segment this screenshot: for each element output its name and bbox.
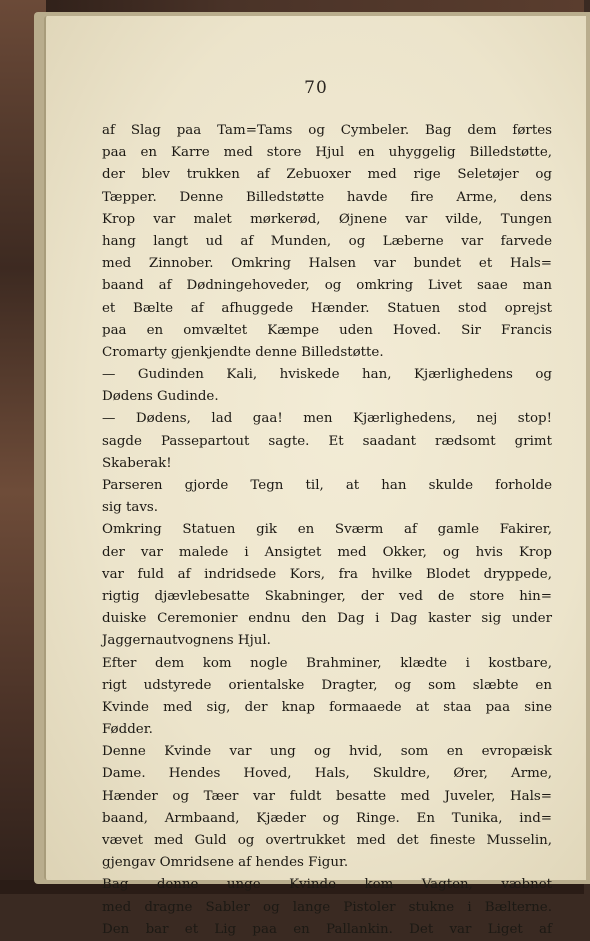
text-line: var fuld af indridsede Kors, fra hvilke Blodet dryppede, — [102, 566, 552, 582]
text-line: der var malede i Ansigtet med Okker, og hvis Krop — [102, 544, 552, 560]
text-line: baand af Dødningehoveder, og omkring Livet saae man — [102, 278, 552, 294]
text-line: baand, Armbaand, Kjæder og Ringe. En Tunika, ind= — [102, 810, 552, 826]
text-line: — Gudinden Kali, hviskede han, Kjærlighedens og — [102, 367, 552, 383]
text-line: Hænder og Tæer var fuldt besatte med Juveler, Hals= — [102, 788, 552, 804]
text-line: hang langt ud af Munden, og Læberne var farvede — [102, 233, 552, 249]
text-line: vævet med Guld og overtrukket med det fineste Musselin, — [102, 833, 552, 848]
text-line: Fødder. — [102, 722, 153, 738]
text-line: Dame. Hendes Hoved, Hals, Skuldre, Ører, Arme, — [102, 766, 552, 782]
text-line: Cromarty gjenkjendte denne Billedstøtte. — [102, 344, 384, 360]
text-line: Jaggernautvognens Hjul. — [102, 633, 271, 649]
text-line: sagde Passepartout sagte. Et saadant rædsomt grimt — [102, 433, 552, 449]
text-line: Parseren gjorde Tegn til, at han skulde forholde — [102, 478, 552, 493]
text-line: Dødens Gudinde. — [102, 389, 219, 405]
text-line: rigt udstyrede orientalske Dragter, og som slæbte en — [102, 677, 552, 693]
text-line: Efter dem kom nogle Brahminer, klædte i kostbare, — [102, 655, 552, 671]
text-line: Omkring Statuen gik en Sværm af gamle Fakirer, — [102, 522, 552, 538]
text-line: paa en Karre med store Hjul en uhyggelig Billedstøtte, — [102, 145, 552, 161]
text-line: Krop var malet mørkerød, Øjnene var vilde, Tungen — [102, 211, 552, 227]
text-line: Denne Kvinde var ung og hvid, som en evropæisk — [102, 744, 552, 760]
page-number: 70 — [304, 78, 328, 98]
text-line: af Slag paa Tam=Tams og Cymbeler. Bag dem førtes — [102, 123, 552, 138]
text-line: — Dødens, lad gaa! men Kjærlighedens, nej stop! — [102, 411, 552, 427]
text-line: rigtig djævlebesatte Skabninger, der ved de store hin= — [102, 588, 552, 604]
text-line: Tæpper. Denne Billedstøtte havde fire Arme, dens — [102, 189, 552, 205]
text-line: sig tavs. — [102, 500, 159, 516]
text-line: Skaberak! — [102, 455, 172, 471]
text-line: paa en omvæltet Kæmpe uden Hoved. Sir Francis — [102, 322, 552, 338]
text-line: Den bar et Lig paa en Pallankin. Det var Liget af — [102, 921, 552, 937]
text-line: der blev trukken af Zebuoxer med rige Seletøjer og — [102, 167, 552, 183]
text-line: duiske Ceremonier endnu den Dag i Dag kaster sig under — [102, 611, 552, 627]
text-line: med Zinnober. Omkring Halsen var bundet et Hals= — [102, 256, 552, 272]
text-line: med dragne Sabler og lange Pistoler stukne i Bælterne. — [102, 899, 552, 915]
text-line: Bag denne unge Kvinde kom Vagten, væbnet — [102, 877, 552, 893]
text-line: Kvinde med sig, der knap formaaede at staa paa sine — [102, 699, 552, 715]
body-text — [102, 120, 552, 941]
text-line: et Bælte af afhuggede Hænder. Statuen stod oprejst — [102, 300, 552, 316]
text-line: gjengav Omridsene af hendes Figur. — [102, 855, 349, 871]
